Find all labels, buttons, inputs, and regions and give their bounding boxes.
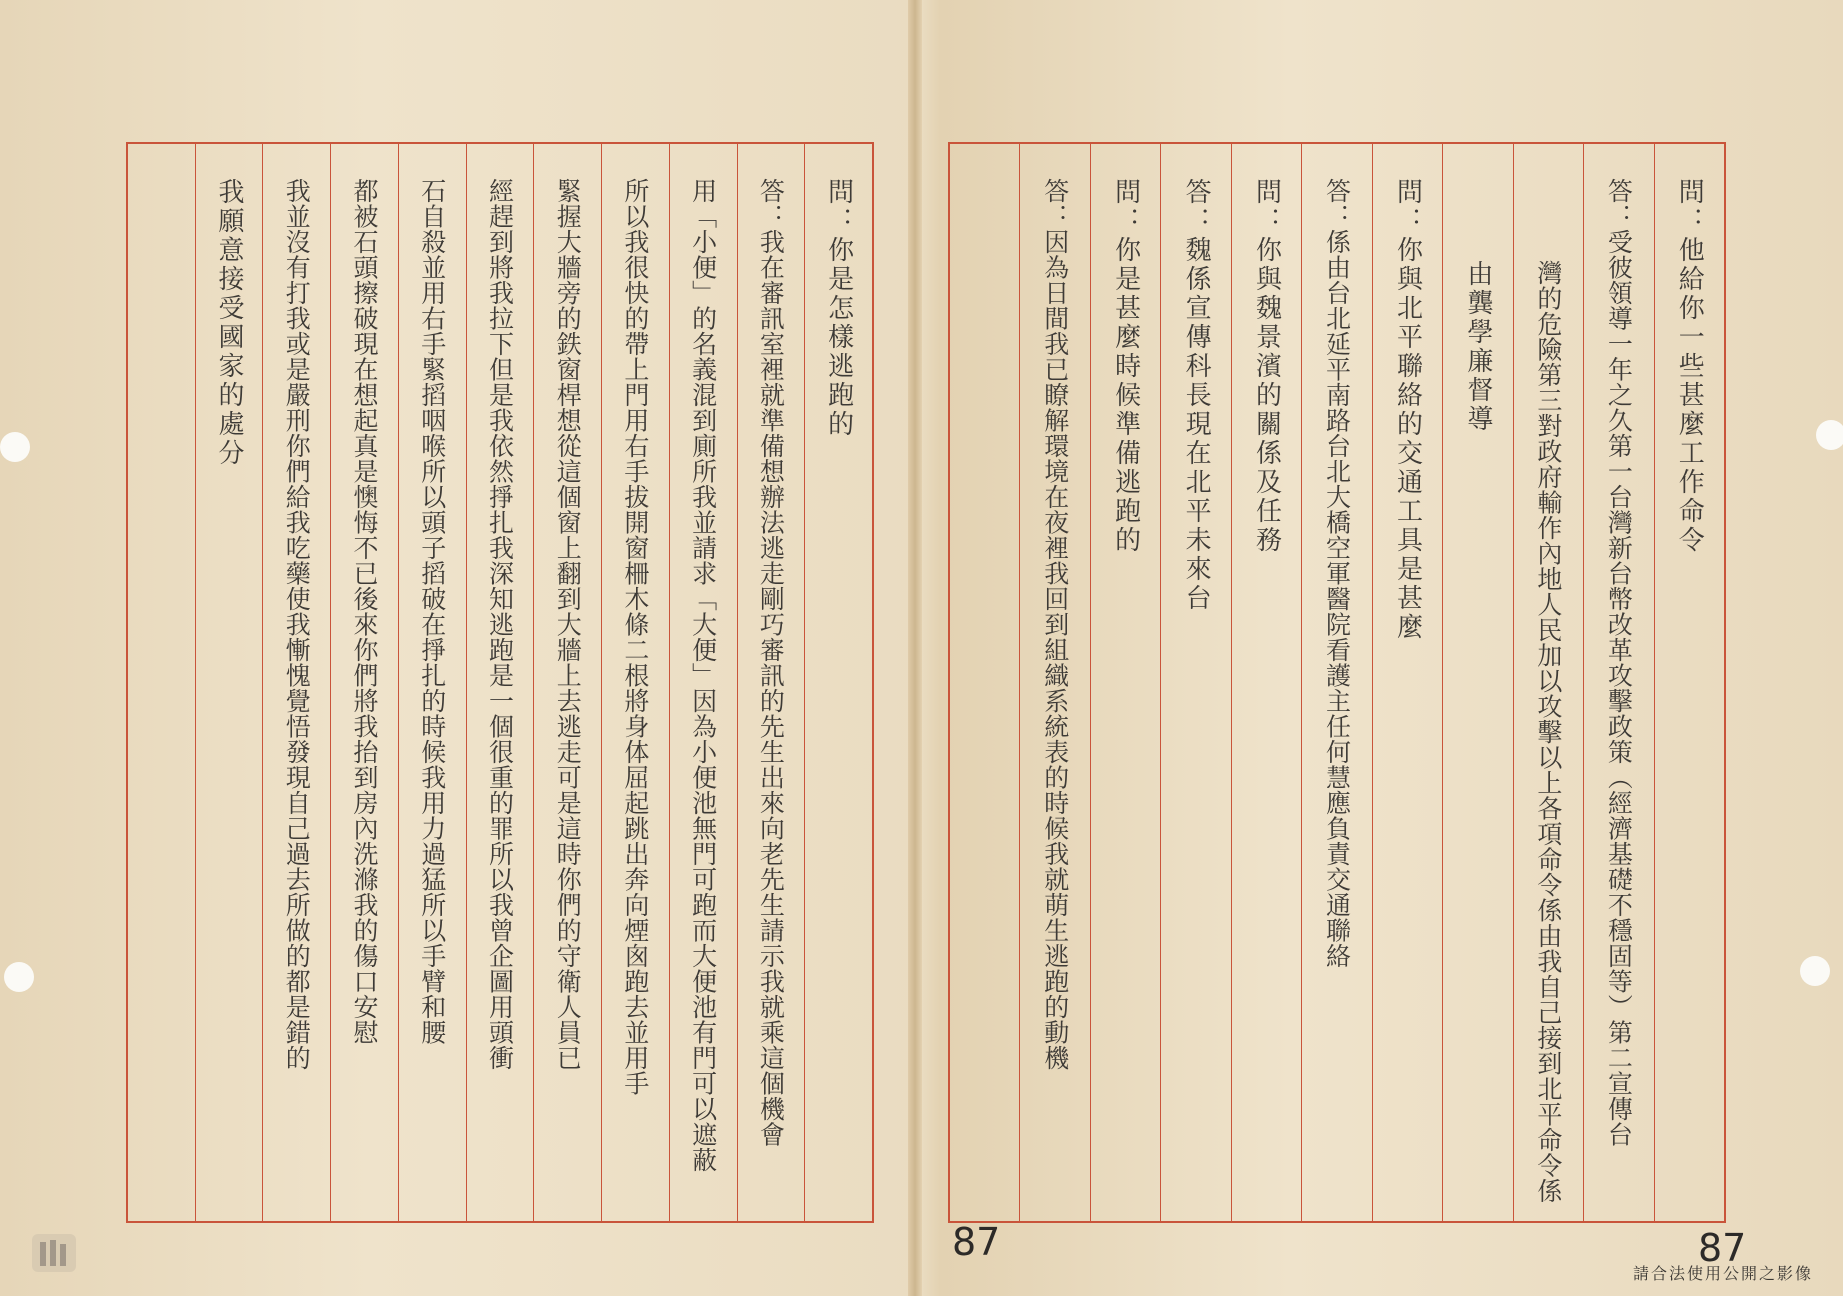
usage-watermark: 請合法使用公開之影像: [1632, 1264, 1813, 1283]
text-column: 答：魏係宣傳科長現在北平未來台: [1160, 144, 1230, 1221]
right-ruled-frame: [948, 142, 1726, 1223]
text-column: 問：你與北平聯絡的交通工具是甚麼: [1372, 144, 1442, 1221]
punch-hole: [4, 962, 34, 992]
text-column: 由龔學廉督導: [1442, 144, 1512, 1221]
page-number: 87: [952, 1220, 1001, 1264]
text-column: 我並沒有打我或是嚴刑你們給我吃藥使我慚愧覺悟發現自己過去所做的都是錯的: [262, 144, 330, 1221]
text-column: 問：你是怎樣逃跑的: [804, 144, 872, 1221]
punch-hole: [1816, 420, 1843, 450]
punch-hole: [0, 432, 30, 462]
page-number-right: 87: [1698, 1226, 1747, 1270]
text-column: 答：受彼領導一年之久第一台灣新台幣改革攻擊政策（經濟基礎不穩固等）第二宣傳台: [1583, 144, 1653, 1221]
text-column: 緊握大牆旁的鉄窗桿想從這個窗上翻到大牆上去逃走可是這時你們的守衛人員已: [533, 144, 601, 1221]
text-column: 經趕到將我拉下但是我依然掙扎我深知逃跑是一個很重的罪所以我曾企圖用頭衝: [466, 144, 534, 1221]
text-column: 所以我很快的帶上門用右手拔開窗柵木條二根將身体屈起跳出奔向煙囪跑去並用手: [601, 144, 669, 1221]
text-column: 問：你與魏景濱的關係及任務: [1231, 144, 1301, 1221]
text-column: 答：係由台北延平南路台北大橋空軍醫院看護主任何慧應負責交通聯絡: [1301, 144, 1371, 1221]
text-column: 石自殺並用右手緊搯咽喉所以頭子搯破在掙扎的時候我用力過猛所以手臂和腰: [398, 144, 466, 1221]
text-column: 灣的危險第三對政府輸作內地人民加以攻擊以上各項命令係由我自己接到北平命令係: [1513, 144, 1583, 1221]
text-column: 我願意接受國家的處分: [195, 144, 263, 1221]
text-column: 答：我在審訊室裡就準備想辦法逃走剛巧審訊的先生出來向老先生請示我就乘這個機會: [737, 144, 805, 1221]
text-column: 都被石頭擦破現在想起真是懊悔不已後來你們將我抬到房內洗滌我的傷口安慰: [330, 144, 398, 1221]
text-column: 問：他給你一些甚麼工作命令: [1654, 144, 1724, 1221]
text-column: 問：你是甚麼時候準備逃跑的: [1090, 144, 1160, 1221]
text-column: 答：因為日間我已瞭解環境在夜裡我回到組織系統表的時候我就萌生逃跑的動機: [1019, 144, 1089, 1221]
text-column: 用「小便」的名義混到廁所我並請求「大便」因為小便池無門可跑而大便池有門可以遮蔽: [669, 144, 737, 1221]
punch-hole: [1800, 956, 1830, 986]
empty-column: [950, 144, 1019, 1221]
empty-column: [128, 144, 195, 1221]
left-ruled-frame: [126, 142, 874, 1223]
right-page: [918, 0, 1843, 1296]
archive-logo-icon: [28, 1230, 82, 1276]
